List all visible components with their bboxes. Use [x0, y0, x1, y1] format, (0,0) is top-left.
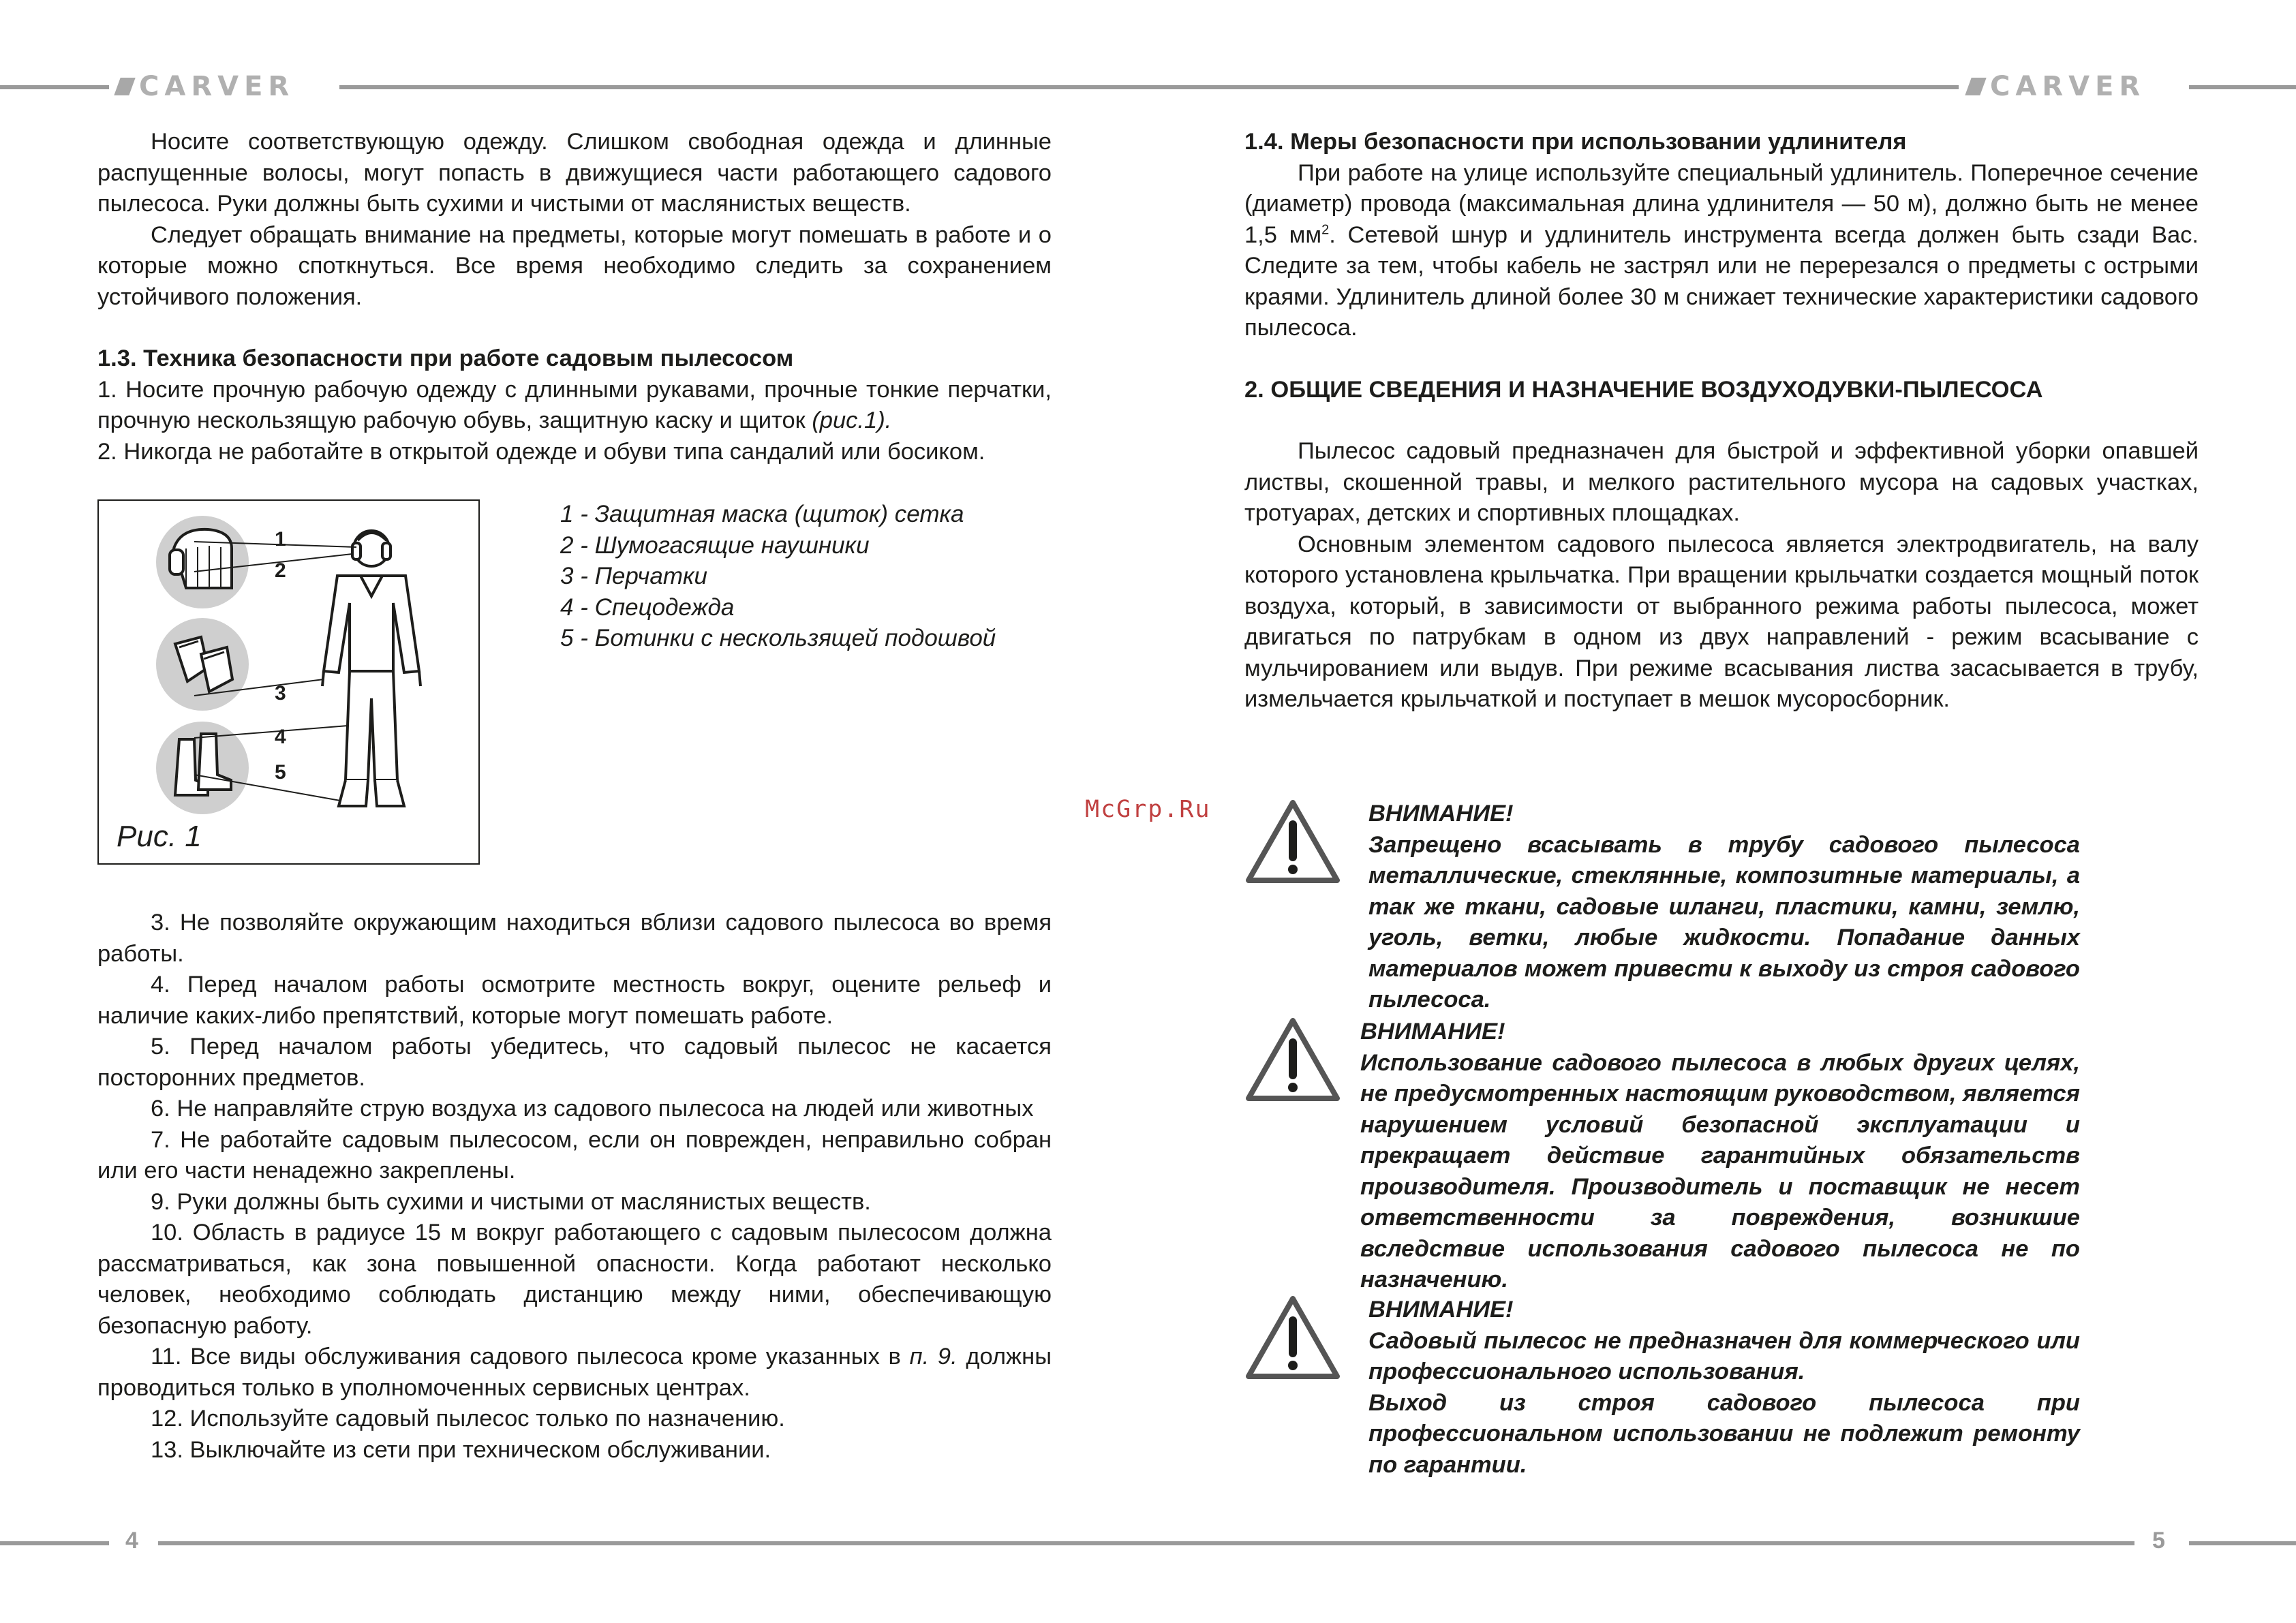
section-1-4-text — [1244, 158, 2199, 344]
rule-item-4: 4. Перед началом работы осмотрите местность вокруг, оцените рельеф и наличие каких-либо препятствий, которые могут помешать работе. — [97, 972, 1052, 1029]
figure-reference: (рис.1). — [812, 407, 892, 433]
clause-reference: п. 9. — [909, 1344, 958, 1370]
brand-mark-icon — [1965, 78, 1986, 95]
header-rule-right — [2189, 85, 2296, 89]
rule-item-11-text-b: должны проводиться только в уполномоченных сервисных центрах. — [97, 1344, 1052, 1401]
warning-text-2 — [1360, 1017, 2080, 1296]
legend-item-5: 5 - Ботинки с нескользящей подошвой — [560, 625, 996, 651]
legend-item-3: 3 - Перчатки — [560, 563, 708, 589]
warning-body-1: Запрещено всасывать в трубу садового пылесоса металлические, стеклянные, композитные материалы, а так же ткани, садовые шланги, пластики, камни, землю, уголь, ветки, любые жидкости. Попадание данных материалов может привести к выходу из строя садового пылесоса. — [1368, 831, 2080, 1013]
footer-rule-center — [158, 1541, 2134, 1545]
rule-item-1-text: 1. Носите прочную рабочую одежду с длинными рукавами, прочные тонкие перчатки, прочную нескользящую рабочую обувь, защитную каску и щиток — [97, 376, 1052, 433]
rule-item-6: 6. Не направляйте струю воздуха из садового пылесоса на людей или животных — [151, 1096, 1034, 1122]
warning-title-2: ВНИМАНИЕ! — [1360, 1019, 1505, 1045]
warning-text-1 — [1368, 799, 2080, 1016]
spacer — [97, 313, 1052, 343]
warning-body-3: Садовый пылесос не предназначен для коммерческого или профессионального использования. — [1368, 1327, 2080, 1385]
brand-text-left: CARVER — [139, 71, 295, 102]
header-rule-center — [339, 85, 1959, 89]
rule-item-10: 10. Область в радиусе 15 м вокруг работающего с садовым пылесосом должна рассматриваться, как зона повышенной опасности. Когда работают несколько человек, необходимо соблюдать дистанцию между ними, обеспечивающую безопасную работу. — [97, 1220, 1052, 1339]
watermark: McGrp.Ru — [1085, 796, 1211, 823]
rule-item-9: 9. Руки должны быть сухими и чистыми от маслянистых веществ. — [151, 1188, 871, 1215]
callout-4: 4 — [275, 726, 286, 748]
warning-triangle-icon — [1244, 799, 1341, 884]
rule-item-3: 3. Не позволяйте окружающим находиться вблизи садового пылесоса во время работы. — [97, 910, 1052, 967]
boots-icon — [156, 722, 249, 814]
rule-item-1 — [97, 375, 1052, 437]
section-2-paragraph-1: Пылесос садовый предназначен для быстрой и эффективной уборки опавшей листвы, скошенной травы, и мелкого растительного мусора на садовых участках, тротуарах, детских и спортивных площадках. — [1244, 438, 2199, 526]
section-1-4-title: 1.4. Меры безопасности при использовании удлинителя — [1244, 129, 1907, 155]
face-shield-icon — [156, 516, 249, 608]
rule-item-7: 7. Не работайте садовым пылесосом, если он поврежден, неправильно собран или его части ненадежно закреплены. — [97, 1126, 1052, 1184]
gloves-icon — [156, 618, 249, 711]
page-number-right: 5 — [2152, 1528, 2165, 1554]
brand-logo-left — [117, 71, 294, 102]
rule-item-5: 5. Перед началом работы убедитесь, что садовый пылесос не касается посторонних предметов. — [97, 1034, 1052, 1091]
section-1-4-text-b: . Сетевой шнур и удлинитель инструмента всегда должен быть сзади Вас. Следите за тем, чтобы кабель не застрял или не перерезался о предметы с острыми краями. Удлинитель длиной более 30 м снижает технические характеристики садового пылесоса. — [1244, 221, 2199, 341]
spacer — [1244, 344, 2199, 375]
brand-text-right: CARVER — [1990, 71, 2146, 102]
warning-text-3 — [1368, 1295, 2080, 1481]
section-2-paragraph-2: Основным элементом садового пылесоса является электродвигатель, на валу которого установлена крыльчатка. При вращении крыльчатки создается мощный поток воздуха, который, в зависимости от выбранного режима работы пылесоса, может двигаться по патрубкам в одном из двух направлений - режим всасывание с мульчированием или выдув. При режиме всасывания листва засасывается в трубу, измельчается крыльчаткой и поступает в мешок мусоросборник. — [1244, 531, 2199, 712]
spacer — [1244, 405, 2199, 436]
callout-5: 5 — [275, 761, 286, 784]
rule-item-12: 12. Используйте садовый пылесос только по назначению. — [151, 1406, 785, 1432]
footer-rule-right — [2189, 1541, 2296, 1545]
section-1-3-title: 1.3. Техника безопасности при работе садовым пылесосом — [97, 345, 794, 371]
superscript: 2 — [1321, 222, 1330, 237]
callout-2: 2 — [275, 559, 286, 582]
warning-triangle-icon — [1244, 1017, 1341, 1102]
left-column-bottom — [97, 908, 1052, 1466]
footer-rule-left — [0, 1541, 109, 1545]
header-rule-left — [0, 85, 109, 89]
rule-item-11-text-a: 11. Все виды обслуживания садового пылесоса кроме указанных в — [151, 1344, 910, 1370]
section-1-4-text-a: При работе на улице используйте специальный удлинитель. Поперечное сечение (диаметр) провода (максимальная длина удлинителя — 50 м), должно быть не менее 1,5 мм — [1244, 159, 2199, 248]
rule-item-2: 2. Никогда не работайте в открытой одежде и обуви типа сандалий или босиком. — [97, 438, 985, 465]
brand-logo-right — [1968, 71, 2145, 102]
protective-gear-illustration — [99, 501, 478, 863]
legend-item-2: 2 - Шумогасящие наушники — [560, 531, 870, 559]
intro-paragraph-2: Следует обращать внимание на предметы, которые могут помешать в работе и о которые можно споткнуться. Все время необходимо следить за сохранением устойчивого положения. — [97, 221, 1052, 310]
intro-paragraph-1: Носите соответствующую одежду. Слишком свободная одежда и длинные распущенные волосы, могут попасть в движущиеся части работающего садового пылесоса. Руки должны быть сухими и чистыми от маслянистых веществ. — [97, 129, 1052, 217]
figure-legend — [560, 499, 996, 654]
figure-caption: Рис. 1 — [117, 820, 202, 853]
left-column-top — [97, 127, 1052, 467]
legend-item-1: 1 - Защитная маска (щиток) сетка — [560, 501, 964, 527]
figure-1 — [97, 499, 480, 865]
warning-body-2: Использование садового пылесоса в любых других целях, не предусмотренных настоящим руководством, является нарушением условий безопасной эксплуатации и прекращает действие гарантийных обязательств производителя. Производитель и поставщик не несет ответственности за повреждения, возникшие вследствие использования садового пылесоса не по назначению. — [1360, 1049, 2080, 1293]
warning-title-3: ВНИМАНИЕ! — [1368, 1297, 1514, 1323]
legend-item-4: 4 - Спецодежда — [560, 593, 735, 621]
page-number-left: 4 — [125, 1528, 138, 1554]
brand-mark-icon — [114, 78, 135, 95]
right-column — [1244, 127, 2199, 715]
section-2-title: 2. ОБЩИЕ СВЕДЕНИЯ И НАЗНАЧЕНИЕ ВОЗДУХОДУВКИ-ПЫЛЕСОСА — [1244, 376, 2043, 403]
warning-triangle-icon — [1244, 1295, 1341, 1380]
worker-figure — [322, 531, 420, 806]
rule-item-13: 13. Выключайте из сети при техническом обслуживании. — [151, 1436, 771, 1463]
callout-1: 1 — [275, 528, 286, 551]
rule-item-11 — [97, 1342, 1052, 1404]
warning-body-3b: Выход из строя садового пылесоса при профессиональном использовании не подлежит ремонту по гарантии. — [1368, 1389, 2080, 1478]
callout-3: 3 — [275, 682, 286, 705]
warning-title-1: ВНИМАНИЕ! — [1368, 801, 1514, 826]
